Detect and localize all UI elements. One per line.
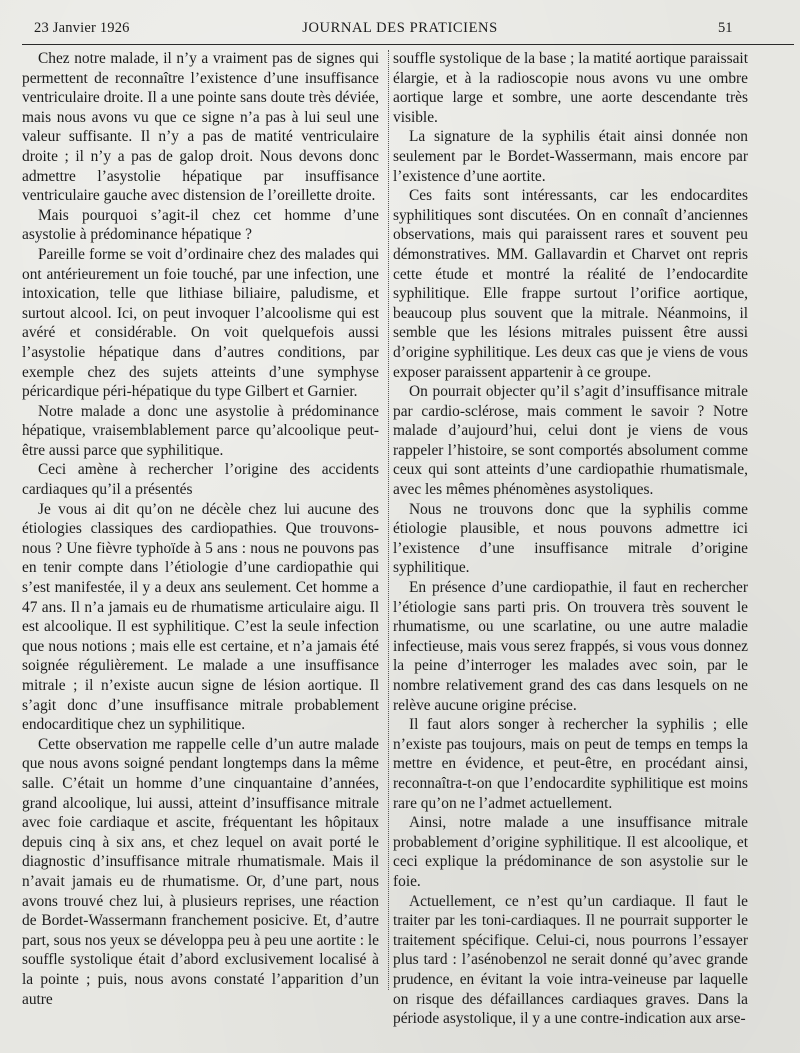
- header-rule: [22, 44, 794, 45]
- paragraph: Il faut alors songer à rechercher la syphilis ; elle n’existe pas toujours, mais on peut de temps en temps la mettre en évidence, et peut-être, en procédant ainsi, reconnaîtra-t-on que l’endocardite syphilitique est moins rare qu’on ne l’admet actuellement.: [393, 716, 748, 812]
- paragraph: Je vous ai dit qu’on ne décèle chez lui aucune des étiologies classiques des cardiopathies. Que trouvons-nous ? Une fièvre typhoïde à 5 ans : nous ne pouvons pas en tenir compte dans l’étiologie d’une cardiopathie qui s’est manifestée, il y a deux ans seulement. Cet homme a 47 ans. Il n’a jamais eu de rhumatisme articulaire aigu. Il est alcoolique. Il est syphilitique. C’est la seule infection que nous notions ; mais elle est certaine, et n’a jamais été soignée régulièrement. Le malade a une insuffisance mitrale ; il n’existe aucun signe de lésion aortique. Il s’agit donc d’une insuffisance mitrale probablement endocarditique chez un syphilitique.: [22, 500, 379, 734]
- paragraph: Ces faits sont intéressants, car les endocardites syphilitiques sont discutées. On en connaît d’anciennes observations, mais qui paraissent rares et souvent peu démonstratives. MM. Gallavardin et Charvet ont repris cette étude et montré la réalité de l’endocardite syphilitique. Elle frappe surtout l’orifice aortique, beaucoup plus souvent que la mitrale. Néanmoins, il semble que les lésions mitrales puissent être aussi d’origine syphilitique. Les deux cas que je viens de vous exposer paraissent appartenir à ce groupe.: [393, 187, 748, 381]
- left-column: [22, 49, 379, 1009]
- column-divider: [388, 50, 389, 990]
- page-number: 51: [718, 20, 733, 36]
- paragraph: souffle systolique de la base ; la matité aortique paraissait élargie, et à la radioscopie nous avons vu une ombre aortique large et sombre, une aorte descendante très visible.: [393, 50, 748, 126]
- paragraph: Notre malade a donc une asystolie à prédominance hépatique, vraisemblablement parce qu’alcoolique peut-être aussi parce que syphilitique.: [22, 402, 379, 459]
- right-column: [393, 49, 748, 1029]
- header-date: 23 Janvier 1926: [34, 20, 130, 36]
- journal-title: JOURNAL DES PRATICIENS: [302, 20, 498, 36]
- running-header: [0, 18, 800, 42]
- paragraph: Ceci amène à rechercher l’origine des accidents cardiaques qu’il a présentés: [22, 461, 379, 499]
- paragraph: Cette observation me rappelle celle d’un autre malade que nous avons soigné pendant longtemps dans la même salle. C’était un homme d’une cinquantaine d’années, grand alcoolique, lui aussi, atteint d’insuffisance mitrale avec foie cardiaque et ascite, fréquentant les hôpitaux depuis cinq à six ans, et chez lequel on avait porté le diagnostic d’insuffisance mitrale rhumatismale. Mais il n’avait jamais eu de rhumatisme. Or, d’une part, nous avons trouvé chez lui, à plusieurs reprises, une réaction de Bordet-Wassermann franchement posicive. Et, d’autre part, sous nos yeux se développa peu à peu une aortite : le souffle systolique était d’abord exclusivement localisé à la pointe ; puis, nous avons constaté l’apparition d’un autre: [22, 735, 379, 1008]
- paragraph: Mais pourquoi s’agit-il chez cet homme d’une asystolie à prédominance hépatique ?: [22, 206, 379, 244]
- paragraph: En présence d’une cardiopathie, il faut en rechercher l’étiologie sans parti pris. On trouvera très souvent le rhumatisme, ou une scarlatine, ou une autre maladie infectieuse, mais vous serez frappés, si vous vous donnez la peine d’interroger les malades avec soin, par le nombre relativement grand des cas dans lesquels on ne relève aucune origine précise.: [393, 579, 748, 714]
- paragraph: Chez notre malade, il n’y a vraiment pas de signes qui permettent de reconnaître l’existence d’une insuffisance ventriculaire droite. Il a une pointe sans doute très déviée, mais nous avons vu que ce signe n’a pas à lui seul une valeur suffisante. Il n’y a pas de matité ventriculaire droite ; il n’y a pas de galop droit. Nous devons donc admettre l’asystolie hépatique par insuffisance ventriculaire gauche avec distension de l’oreillette droite.: [22, 50, 379, 205]
- paragraph: On pourrait objecter qu’il s’agit d’insuffisance mitrale par cardio-sclérose, mais comment le savoir ? Notre malade d’aujourd’hui, celui dont je viens de vous rappeler l’histoire, se sont comportés absolument comme ceux qui sont atteints d’une cardiopathie rhumatismale, avec les mêmes phénomènes asystoliques.: [393, 383, 748, 499]
- paragraph: Actuellement, ce n’est qu’un cardiaque. Il faut le traiter par les toni-cardiaques. Il ne pourrait supporter le traitement spécifique. Celui-ci, nous pourrons l’essayer plus tard : l’asénobenzol ne serait donné qu’avec grande prudence, en évitant la voie intra-veineuse par laquelle on risque des défaillances cardiaques graves. Dans la période asystolique, il y a une contre-indication aux arse-: [393, 892, 748, 1028]
- paragraph: Ainsi, notre malade a une insuffisance mitrale probablement d’origine syphilitique. Il est alcoolique, et ceci explique la prédominance de son asystolie sur le foie.: [393, 814, 748, 890]
- paragraph: La signature de la syphilis était ainsi donnée non seulement par le Bordet-Wassermann, mais encore par l’existence d’une aortite.: [393, 128, 748, 185]
- paragraph: Pareille forme se voit d’ordinaire chez des malades qui ont antérieurement un foie touché, par une infection, une intoxication, telle que lithiase biliaire, paludisme, et surtout alcool. Ici, on peut invoquer l’alcoolisme qui est avéré et considérable. On voit quelquefois aussi l’asystolie hépatique dans d’autres conditions, par exemple chez des sujets atteints d’une symphyse péricardique péri-hépatique du type Gilbert et Garnier.: [22, 245, 379, 401]
- paragraph: Nous ne trouvons donc que la syphilis comme étiologie plausible, et nous pouvons admettre ici l’existence d’une insuffisance mitrale d’origine syphilitique.: [393, 500, 748, 577]
